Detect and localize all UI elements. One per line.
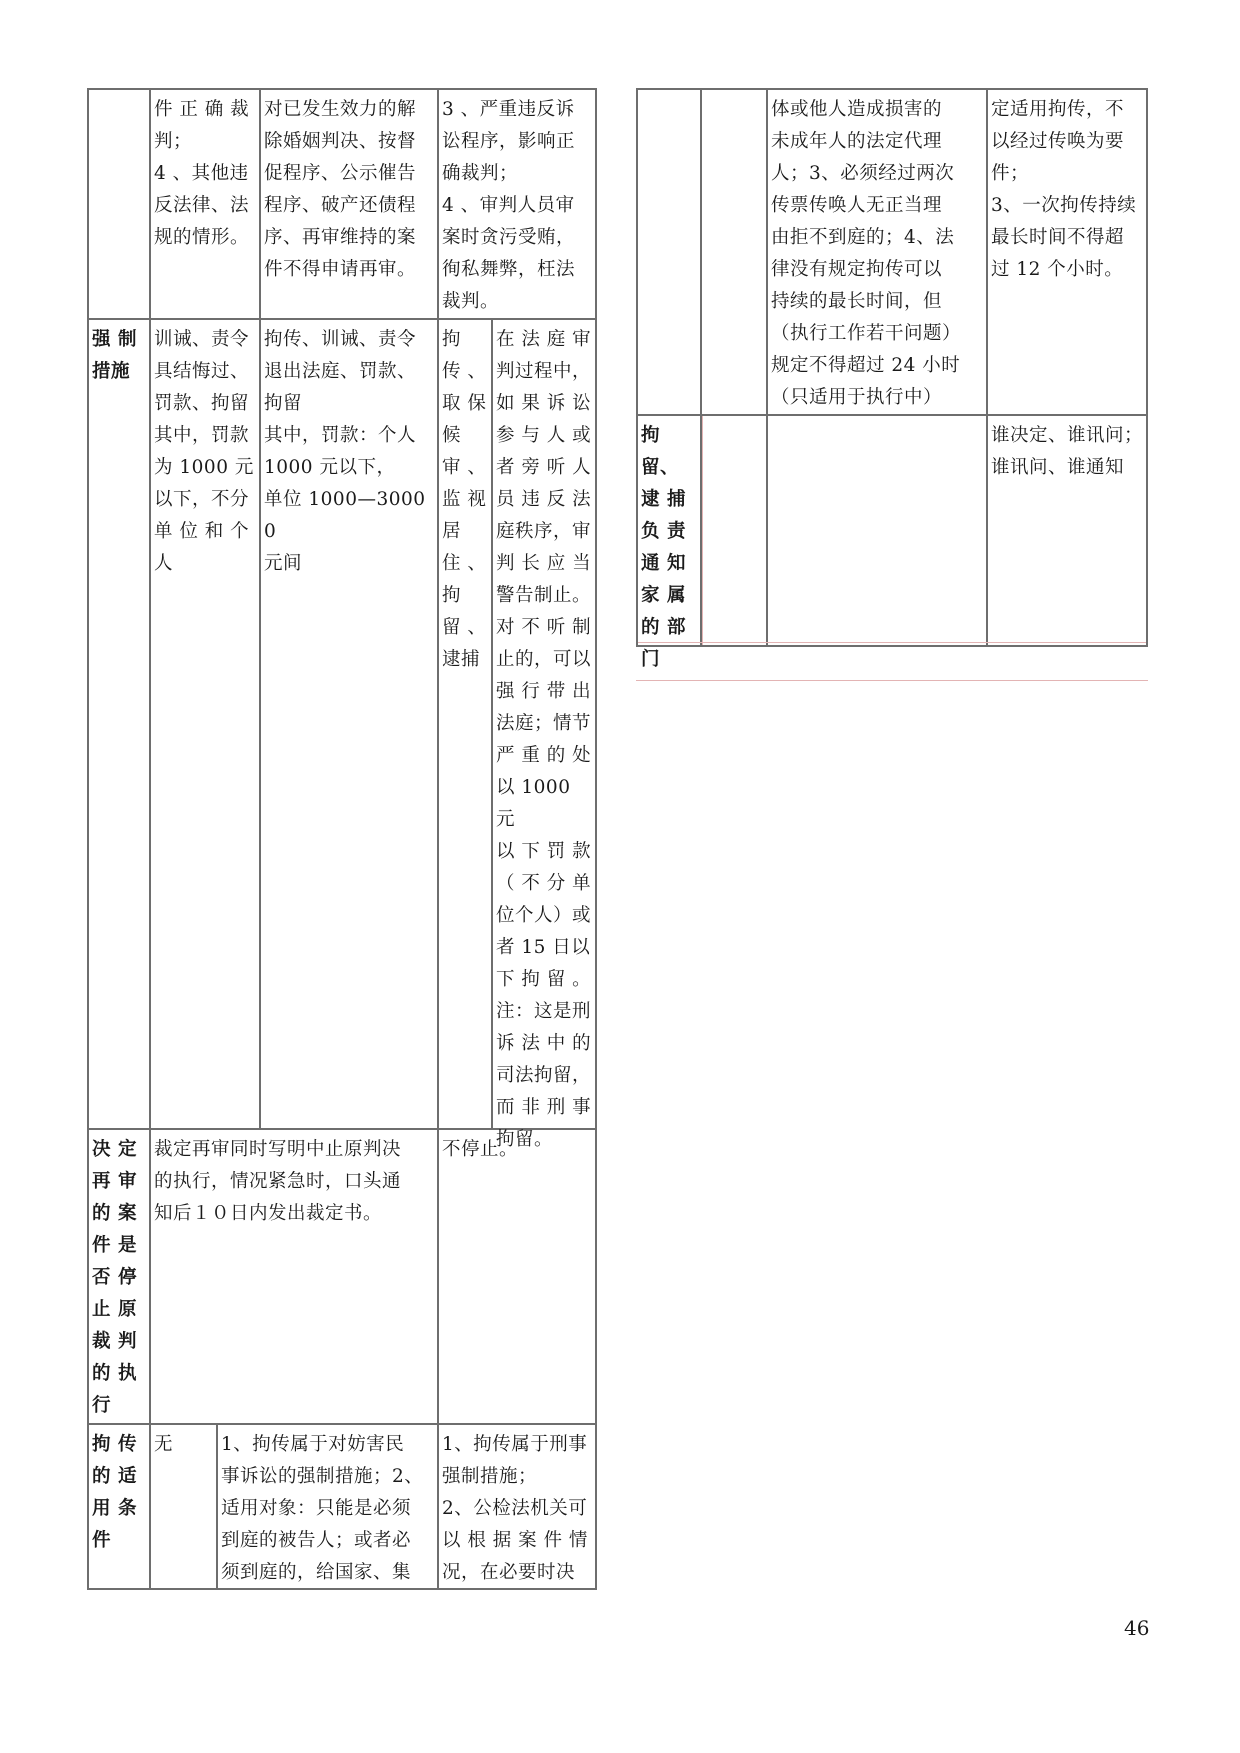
left-row4-col3: 1、拘传属于对妨害民 事诉讼的强制措施；2、 适用对象：只能是必须 到庭的被告人；或者必 须到庭的，给国家、集 (221, 1434, 424, 1583)
right-row1-col4: 定适用拘传，不 以经过传唤为要 件； 3、一次拘传持续 最长时间不得超 过 12 个小时。 (991, 99, 1137, 280)
right-row1-col3: 体或他人造成损害的 未成年人的法定代理 人；3、必须经过两次 传票传唤人无正当理 由拒不到庭的；4、法 律没有规定拘传可以 持续的最长时间，但 （执行工作若干问题） 规定不得超过 24 小时 （只适用于执行中） (771, 99, 962, 408)
left-row2-col3: 拘传、训诫、责令 退出法庭、罚款、 拘留 其中，罚款：个人 1000 元以下， 单位 1000—30000 元间 (264, 329, 426, 574)
left-row2-col2: 训诫、责令 具结悔过、 罚款、拘留 其中，罚款 为 1000 元 以下，不分 单 位 和 个 人 (154, 329, 254, 574)
right-table-top-border (636, 88, 1148, 90)
left-row2-col4a: 拘 传 、 取 保 候 审 、 监 视 居 住 、 拘 留 、 逮捕 (442, 329, 487, 670)
right-row2-col4: 谁决定、谁讯问； 谁讯问、谁通知 (991, 425, 1144, 478)
left-row2-col4b: 在 法 庭 审 判过程中， 如 果 诉 讼 参 与 人 或 者 旁 听 人 员 违 反 法 庭秩序，审 判 长 应 当 警告制止。 对 不 听 制 止的，可以 强 行 带 出 法庭；情节 严 重 的 处 以 1000 元 以 下 罚 款 （ 不 分 单 位个人）或 者 15 日以 下 拘 留 。 注：这是刑 诉 法 中 的 司法拘留， 而 非 刑 事 拘留。 (496, 329, 592, 1150)
left-row3-col2: 裁定再审同时写明中止原判决 的执行，情况紧急时，口头通 知后１０日内发出裁定书。 (154, 1139, 402, 1224)
left-row3-bottom-border (87, 1423, 597, 1425)
left-row4-col4: 1、拘传属于刑事 强制措施； 2、公检法机关可 以 根 据 案 件 情 况，在必要时决 (442, 1434, 588, 1583)
left-row4-header: 拘 传 的 适 用 条 件 (92, 1434, 137, 1551)
left-row2-header: 强 制 措施 (92, 329, 137, 382)
right-table-bottom-border (636, 645, 1148, 647)
left-row1-bottom-border (87, 318, 597, 320)
left-row1-col3: 对已发生效力的解 除婚姻判决、按督 促程序、公示催告 程序、破产还债程 序、再审维持的案 件不得申请再审。 (264, 99, 417, 280)
right-row2-header: 拘留、 逮 捕 负 责 通 知 家 属 的 部 门 (641, 425, 686, 670)
left-row1-col2: 件 正 确 裁 判； 4 、其他违 反法律、法 规的情形。 (154, 99, 250, 248)
left-table-right-border (595, 88, 597, 1590)
right-row1-bottom-border (636, 414, 1148, 416)
right-row2-pink-accent (702, 416, 703, 645)
right-table-right-border (1146, 88, 1148, 647)
left-row4-col2: 无 (154, 1434, 174, 1455)
left-table-top-border (87, 88, 597, 90)
page-number: 46 (1124, 1616, 1150, 1640)
right-separator-line (636, 680, 1148, 681)
left-row3-header: 决 定 再 审 的 案 件 是 否 停 止 原 裁 判 的 执 行 (92, 1139, 137, 1416)
left-row3-col4: 不停止。 (442, 1139, 519, 1160)
left-row1-col4: 3 、严重违反诉 讼程序，影响正 确裁判； 4 、审判人员审 案时贪污受贿， 徇私舞弊，枉法 裁判。 (442, 99, 576, 312)
